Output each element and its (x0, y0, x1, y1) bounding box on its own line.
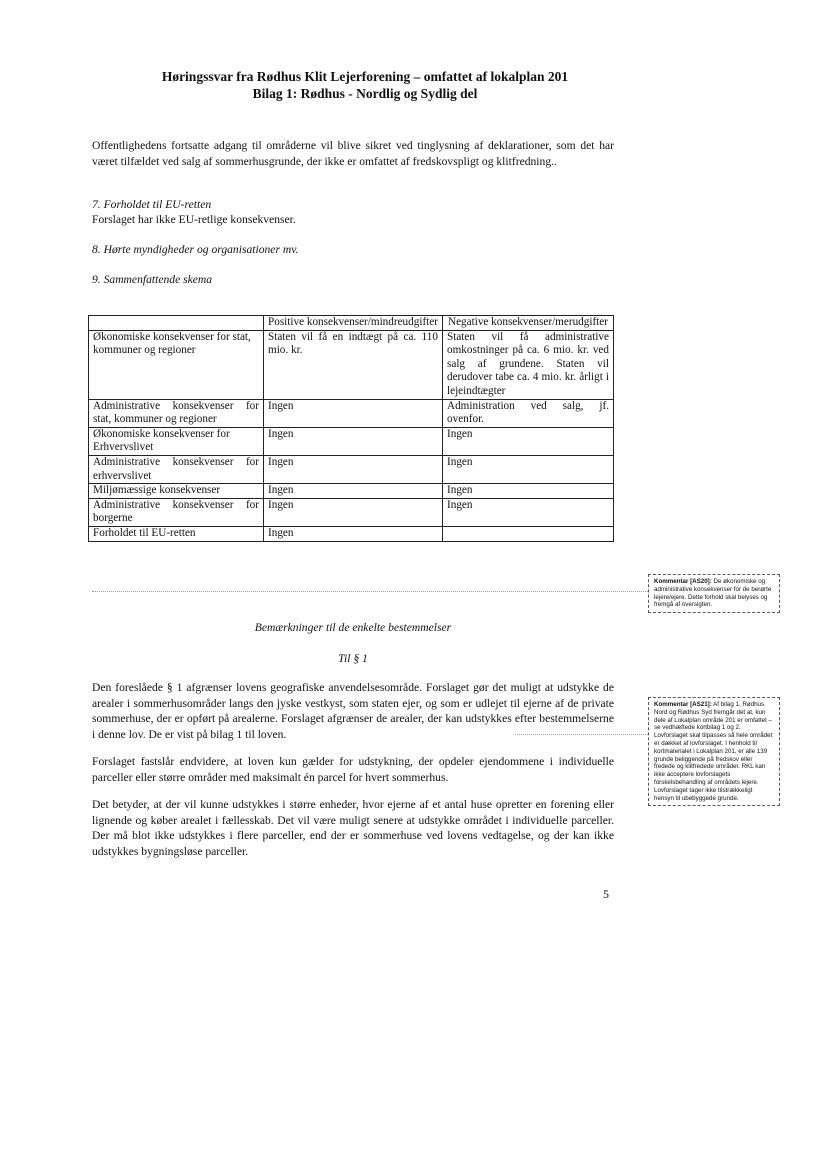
table-header-positive: Positive konsekvenser/mindreudgifter (264, 316, 443, 331)
row-negative: Ingen (443, 427, 614, 455)
row-negative: Staten vil få administrative omkostninger på ca. 6 mio. kr. ved salg af grundene. Staten vil derudover tabe ca. 4 mio. kr. årligt i lejeindtægter (443, 330, 614, 399)
intro-paragraph: Offentlighedens fortsatte adgang til områderne vil blive sikret ved tinglysning af deklarationer, som det har været tilfældet ved salg af sommerhusgrunde, der ikke er omfattet af fredskovspligt og klitfredning.. (92, 139, 614, 168)
section-9-heading: 9. Sammenfattende skema (92, 273, 213, 286)
row-negative (443, 526, 614, 541)
row-negative: Ingen (443, 455, 614, 483)
comment-text: Af bilag 1, Rødhus Nord og Rødhus Syd fremgår det at, kun dele af Lokalplan område 201 er omfattet – se vedhæftede kortbilag 1 og 2. Lovforslaget skal tilpasses så hele området er dækket af lovforslaget. I henhold til kortmaterialet i Lokalplan 201, er alle 139 grunde beliggende på fredskov eller fredede og klitfredede områder. RKL kan ikke acceptere lovforslagets forskelsbehandling af områdets lejere. Lovforslaget tager ikke tilstrækkeligt hensyn til ubebyggede grunde. (654, 701, 773, 802)
row-label: Miljømæssige konsekvenser (89, 484, 264, 499)
table-row (89, 427, 614, 455)
row-positive: Staten vil få en indtægt på ca. 110 mio. kr. (264, 330, 443, 399)
row-label: Økonomiske konsekvenser for Erhvervslivet (89, 427, 264, 455)
row-label: Forholdet til EU-retten (89, 526, 264, 541)
title-line-2: Bilag 1: Rødhus - Nordlig og Sydlig del (252, 86, 478, 101)
remarks-paragraph-1: Den foreslåede § 1 afgrænser lovens geografiske anvendelsesområde. Forslaget gør det muligt at udstykke de arealer i sommerhusområder langs den jyske vestkyst, som staten ejer, og som er udlejet til ejerne af de private sommerhuse, der er opført på arealerne. Forslaget afgrænser de arealer, der kan udstykkes efter bestemmelserne i denne lov. De er vist på bilag 1 til loven. (92, 681, 614, 741)
table-row (89, 330, 614, 399)
row-negative: Ingen (443, 498, 614, 526)
table-row (89, 455, 614, 483)
row-positive: Ingen (264, 526, 443, 541)
table-header-row (89, 316, 614, 331)
table-header-negative: Negative konsekvenser/merudgifter (443, 316, 614, 331)
row-positive: Ingen (264, 399, 443, 427)
comment-as20 (648, 574, 780, 613)
page-title (90, 68, 640, 102)
table-row (89, 526, 614, 541)
page-number: 5 (603, 887, 609, 901)
row-negative: Ingen (443, 484, 614, 499)
row-positive: Ingen (264, 427, 443, 455)
section-8-heading: 8. Hørte myndigheder og organisationer mv. (92, 243, 299, 256)
comment-as21 (648, 697, 780, 806)
row-label: Administrative konsekvenser for erhvervslivet (89, 455, 264, 483)
summary-table (88, 315, 614, 542)
comment-leader-line (515, 734, 648, 735)
comment-label: Kommentar [AS21]: (654, 701, 712, 708)
comment-label: Kommentar [AS20]: (654, 578, 712, 585)
table-row (89, 498, 614, 526)
comment-text: De økonomiske og administrative konsekvenser for de berørte lejere/ejere. Dette forhold skal belyses og fremgå af oversigten. (654, 578, 772, 609)
section-7-text: Forslaget har ikke EU-retlige konsekvenser. (92, 213, 296, 226)
remarks-paragraph-2: Forslaget fastslår endvidere, at loven kun gælder for udstykning, der opdeler ejendommene i individuelle parceller eller større områder med maksimalt én parcel for hvert sommerhus. (92, 755, 614, 784)
row-label: Administrative konsekvenser for borgerne (89, 498, 264, 526)
remarks-subheading: Til § 1 (338, 652, 368, 665)
section-7-heading: 7. Forholdet til EU-retten (92, 198, 212, 211)
remarks-paragraph-3: Det betyder, at der vil kunne udstykkes i større enheder, hvor ejerne af et antal huse opretter en forening eller lignende og køber arealet i fællesskab. Det vil være muligt senere at udstykke området i individuelle parceller. Der må blot ikke udstykkes i flere parceller, end der er sommerhuse ved lovens vedtagelse, og der kan ikke udstykkes bygningsløse parceller. (92, 798, 614, 858)
row-positive: Ingen (264, 484, 443, 499)
table-row (89, 399, 614, 427)
row-negative: Administration ved salg, jf. ovenfor. (443, 399, 614, 427)
row-positive: Ingen (264, 455, 443, 483)
row-positive: Ingen (264, 498, 443, 526)
row-label: Økonomiske konsekvenser for stat, kommuner og regioner (89, 330, 264, 399)
remarks-heading: Bemærkninger til de enkelte bestemmelser (254, 621, 452, 634)
table-header-empty (89, 316, 264, 331)
row-label: Administrative konsekvenser for stat, kommuner og regioner (89, 399, 264, 427)
title-line-1: Høringssvar fra Rødhus Klit Lejerforening – omfattet af lokalplan 201 (161, 69, 569, 84)
table-row (89, 484, 614, 499)
comment-leader-line (92, 591, 648, 592)
